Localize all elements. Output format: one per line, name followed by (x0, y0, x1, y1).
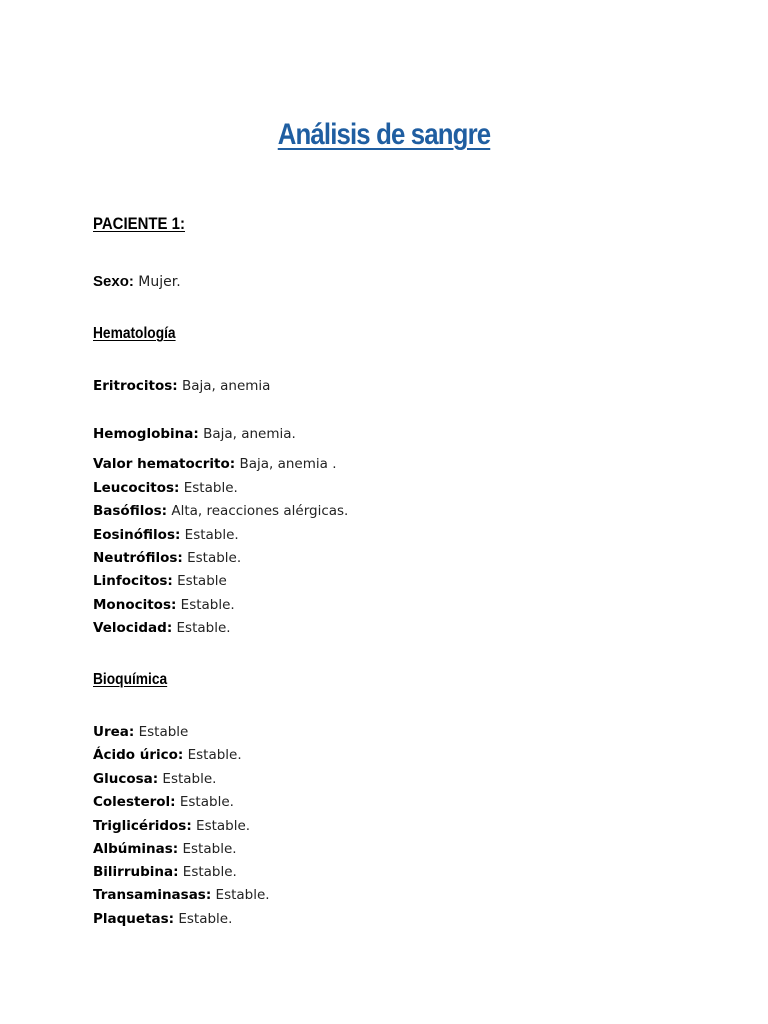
biochemistry-item (93, 841, 237, 857)
biochemistry-item (93, 887, 270, 903)
hematology-item (93, 426, 296, 442)
hematology-item-label: Neutrófilos: (93, 550, 183, 566)
biochemistry-item (93, 724, 188, 740)
biochemistry-item-value: Estable. (174, 911, 233, 927)
hematology-item-value: Estable (172, 573, 227, 589)
hematology-item-label: Leucocitos: (93, 480, 180, 496)
biochemistry-item-value: Estable (134, 724, 189, 740)
hematology-item-label: Velocidad: (93, 620, 173, 636)
biochemistry-item-label: Triglicéridos: (93, 818, 192, 834)
sex-value: Mujer. (133, 274, 181, 290)
hematology-item-label: Eritrocitos: (93, 378, 178, 394)
biochemistry-item-label: Ácido úrico: (93, 747, 184, 763)
sex-label: Sexo: (93, 273, 134, 290)
document-title (54, 118, 714, 152)
hematology-item (93, 550, 241, 566)
hematology-item-label: Basófilos: (93, 503, 168, 519)
hematology-item-value: Baja, anemia. (198, 426, 296, 442)
hematology-item (93, 620, 231, 636)
hematology-item-value: Baja, anemia . (235, 456, 337, 472)
biochemistry-item (93, 818, 250, 834)
hematology-item-value: Estable. (180, 527, 239, 543)
biochemistry-item-value: Estable. (175, 794, 234, 810)
hematology-item (93, 503, 348, 519)
biochemistry-item-label: Glucosa: (93, 771, 159, 787)
biochemistry-item-value: Estable. (178, 841, 237, 857)
biochemistry-item-label: Bilirrubina: (93, 864, 179, 880)
biochemistry-item (93, 794, 234, 810)
patient-heading: PACIENTE 1: (93, 214, 186, 233)
hematology-item-value: Baja, anemia (177, 378, 271, 394)
hematology-item (93, 378, 270, 394)
biochemistry-item (93, 747, 242, 763)
biochemistry-item-value: Estable. (158, 771, 217, 787)
biochemistry-item-value: Estable. (211, 887, 270, 903)
hematology-item-value: Estable. (182, 550, 242, 566)
hematology-item-value: Estable. (176, 597, 235, 613)
hematology-item-label: Hemoglobina: (93, 426, 199, 442)
hematology-item (93, 480, 238, 496)
biochemistry-item (93, 864, 237, 880)
biochemistry-heading: Bioquímica (93, 671, 168, 688)
biochemistry-item-label: Albúminas: (93, 841, 179, 857)
hematology-item-label: Linfocitos: (93, 573, 173, 589)
biochemistry-item-value: Estable. (178, 864, 237, 880)
hematology-item-value: Alta, reacciones alérgicas. (167, 503, 349, 519)
hematology-item (93, 456, 337, 472)
biochemistry-item (93, 771, 216, 787)
hematology-item-value: Estable. (179, 480, 238, 496)
hematology-item (93, 573, 227, 589)
biochemistry-item-label: Plaquetas: (93, 911, 175, 927)
hematology-item-label: Eosinófilos: (93, 527, 181, 543)
hematology-item-label: Monocitos: (93, 597, 177, 613)
document-title-text: Análisis de sangre (277, 118, 491, 151)
hematology-item-value: Estable. (172, 620, 231, 636)
biochemistry-item-value: Estable. (191, 818, 251, 834)
biochemistry-item-label: Colesterol: (93, 794, 176, 810)
biochemistry-item-label: Transaminasas: (93, 887, 212, 903)
hematology-heading: Hematología (93, 325, 176, 342)
sex-row (93, 273, 181, 291)
hematology-item (93, 527, 239, 543)
hematology-item-label: Valor hematocrito: (93, 456, 236, 472)
biochemistry-item-label: Urea: (93, 724, 135, 740)
biochemistry-item-value: Estable. (183, 747, 242, 763)
hematology-item (93, 597, 235, 613)
biochemistry-item (93, 911, 232, 927)
